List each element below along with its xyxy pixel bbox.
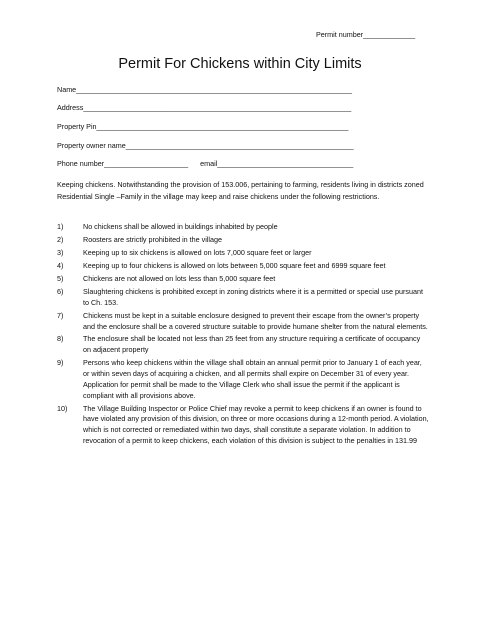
permit-number-label: Permit number_____________	[316, 30, 416, 39]
restriction-text: Persons who keep chickens within the village shall obtain an annual permit prior to January 1 of each year, or within seven days of acquiring a chicken, and all permits shall expire on December 31 of every year. Application for permit shall be made to the Village Clerk who shall issue the permit if the applicant is compliant with all provisions above.	[83, 358, 422, 400]
restriction-item	[57, 235, 429, 246]
restriction-number: 5)	[57, 273, 64, 283]
restriction-number: 1)	[57, 222, 64, 231]
restriction-item	[57, 334, 429, 356]
phone-number-field: Phone number_____________________	[57, 159, 189, 168]
address-field: Address___________________________________________________________________	[57, 103, 352, 112]
restriction-text: Slaughtering chickens is prohibited except in zoning districts where it is a permitted or special use pursuant to Ch. 153.	[83, 286, 423, 307]
restriction-item	[57, 358, 429, 401]
restriction-item	[57, 248, 429, 259]
restriction-text: Chickens are not allowed on lots less than 5,000 square feet	[83, 273, 276, 283]
restriction-item	[57, 287, 429, 309]
restriction-item	[57, 261, 429, 272]
email-field: email__________________________________	[200, 159, 354, 168]
restriction-text: The Village Building Inspector or Police Chief may revoke a permit to keep chickens if an owner is found to have violated any provision of this division, on three or more occasions during a 12-month period. A violation, which is not corrected or remediated within two days, shall constitute a separate violation. In addition to revocation of a permit to keep chickens, each violation of this division is subject to the penalties in 131.99	[83, 403, 429, 446]
restriction-number: 9)	[57, 358, 64, 368]
restriction-text: The enclosure shall be located not less than 25 feet from any structure requiring a certificate of occupancy on adjacent property	[83, 334, 421, 355]
restriction-number: 2)	[57, 234, 64, 244]
restriction-item	[57, 222, 429, 233]
restriction-item	[57, 404, 429, 447]
restriction-text: No chickens shall be allowed in buildings inhabited by people	[83, 222, 278, 231]
restriction-number: 7)	[57, 310, 64, 320]
restriction-number: 4)	[57, 260, 64, 270]
property-pin-field: Property Pin_______________________________________________________________	[57, 122, 349, 131]
restriction-number: 6)	[57, 286, 64, 296]
restriction-item	[57, 311, 429, 333]
restriction-text: Keeping up to four chickens is allowed on lots between 5,000 square feet and 6999 square feet	[83, 260, 386, 270]
document-title: Permit For Chickens within City Limits	[118, 56, 362, 72]
restriction-text: Keeping up to six chickens is allowed on lots 7,000 square feet or larger	[83, 247, 312, 257]
restriction-text: Chickens must be kept in a suitable enclosure designed to prevent their escape from the owner’s property and the enclosure shall be a covered structure suitable to provide humane shelter from the natural elements.	[83, 310, 428, 331]
restriction-number: 10)	[57, 403, 68, 413]
contact-row	[57, 159, 353, 168]
restrictions-list	[57, 222, 429, 449]
restriction-text: Roosters are strictly prohibited in the village	[83, 234, 223, 244]
property-owner-name-field: Property owner name_________________________________________________________	[57, 141, 354, 150]
name-field: Name_____________________________________________________________________	[57, 85, 352, 94]
intro-paragraph: Keeping chickens. Notwithstanding the provision of 153.006, pertaining to farming, residents living in districts zoned Residential Single –Family in the village may keep and raise chickens under the following restrictions.	[57, 180, 424, 201]
restriction-item	[57, 274, 429, 285]
restriction-number: 8)	[57, 334, 64, 344]
restriction-number: 3)	[57, 247, 64, 257]
